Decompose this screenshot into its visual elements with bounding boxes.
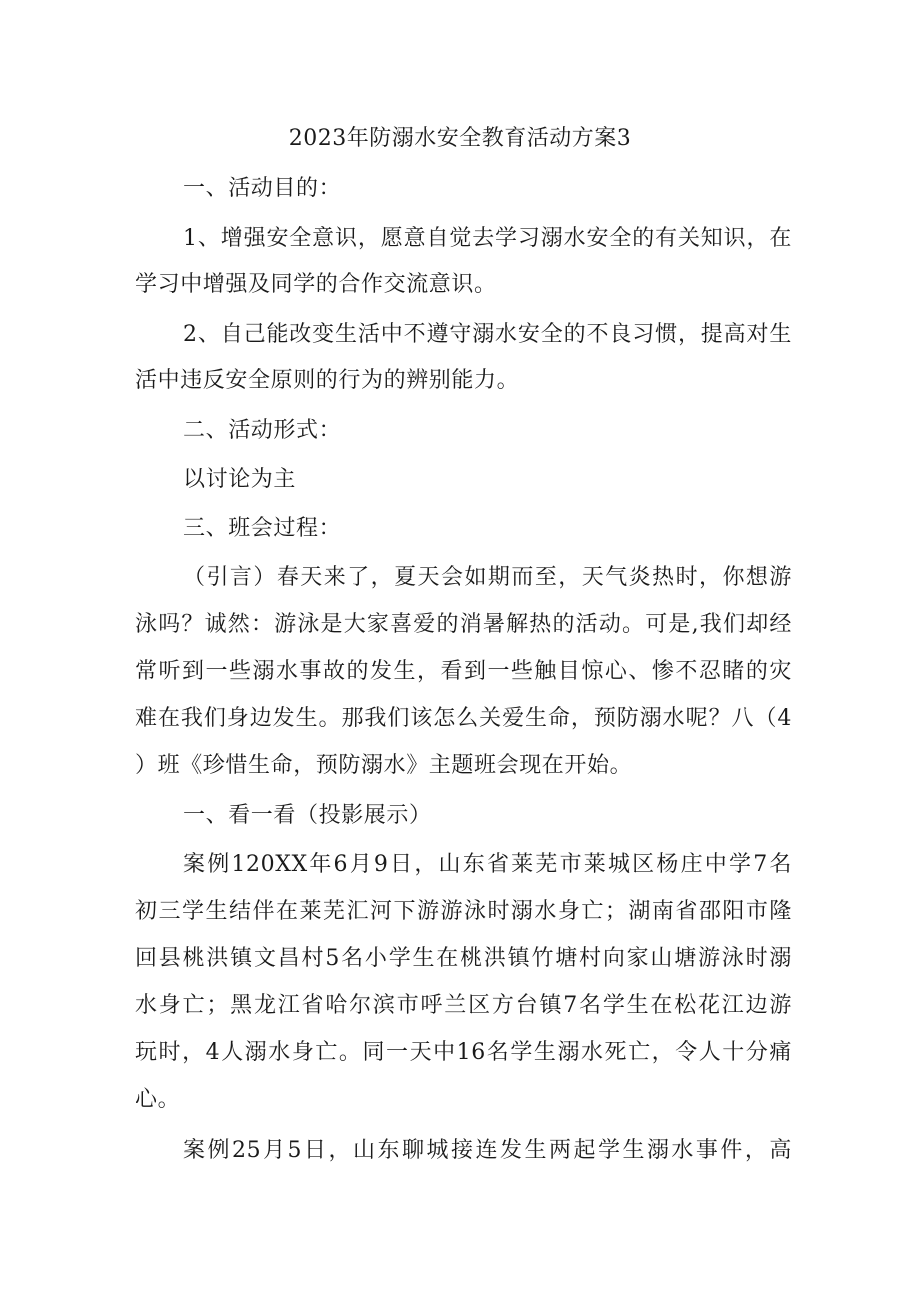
- paragraph-line: 2、自己能改变生活中不遵守溺水安全的不良习惯，提高对生: [183, 322, 792, 347]
- paragraph-line: （引言）春天来了，夏天会如期而至，天气炎热时，你想游: [183, 565, 792, 590]
- paragraph-line: ）班《珍惜生命，预防溺水》主题班会现在开始。: [135, 753, 633, 778]
- section-heading-purpose: 一、活动目的：: [183, 176, 342, 201]
- paragraph-line: 以讨论为主: [183, 467, 297, 492]
- paragraph-line: 常听到一些溺水事故的发生，看到一些触目惊心、惨不忍睹的灾: [135, 659, 792, 684]
- section-heading-view: 一、看一看（投影展示）: [183, 803, 432, 828]
- paragraph-line: 1、增强安全意识，愿意自觉去学习溺水安全的有关知识，在: [183, 226, 792, 251]
- paragraph-line: 案例120XX年6月9日，山东省莱芜市莱城区杨庄中学7名: [183, 852, 792, 877]
- document-title: 2023年防溺水安全教育活动方案3: [288, 126, 632, 151]
- paragraph-line: 初三学生结伴在莱芜汇河下游游泳时溺水身亡；湖南省邵阳市隆: [135, 899, 792, 924]
- section-heading-form: 二、活动形式：: [183, 418, 342, 443]
- paragraph-line: 心。: [135, 1087, 181, 1112]
- paragraph-line: 水身亡；黑龙江省哈尔滨市呼兰区方台镇7名学生在松花江边游: [135, 993, 792, 1018]
- section-heading-process: 三、班会过程：: [183, 516, 342, 541]
- paragraph-line: 泳吗？诚然：游泳是大家喜爱的消暑解热的活动。可是,我们却经: [135, 612, 792, 637]
- paragraph-line: 活中违反安全原则的行为的辨别能力。: [135, 368, 520, 393]
- paragraph-line: 玩时，4人溺水身亡。同一天中16名学生溺水死亡，令人十分痛: [135, 1040, 792, 1065]
- paragraph-line: 学习中增强及同学的合作交流意识。: [135, 272, 497, 297]
- paragraph-line: 回县桃洪镇文昌村5名小学生在桃洪镇竹塘村向家山塘游泳时溺: [135, 946, 792, 971]
- paragraph-line: 难在我们身边发生。那我们该怎么关爱生命，预防溺水呢？八（4: [135, 706, 792, 731]
- paragraph-line: 案例25月5日，山东聊城接连发生两起学生溺水事件，高: [183, 1138, 792, 1163]
